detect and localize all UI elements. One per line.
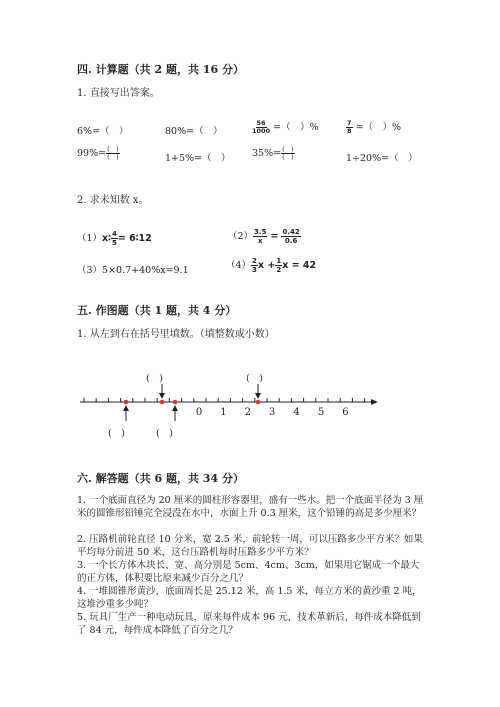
- q2-eq1: （1）x∶ $\frac{4}{5}$ = 6∶12: [77, 230, 152, 247]
- blank-bottom-right: ( ): [156, 428, 173, 439]
- q2-eq2-fraction-right: $\frac{0.42}{0.6}$: [282, 228, 300, 245]
- q2-eq3: （3）5×0.7+40%x=9.1: [77, 265, 189, 276]
- blank-bottom-left: ( ): [108, 428, 125, 439]
- q1-item-e-fraction: $\frac{( )}{( )}$: [107, 145, 119, 161]
- arrowhead-up-right: [172, 405, 178, 411]
- number-line-label: 2: [244, 407, 251, 418]
- q1-item-d: $\frac{7}{8}$ =（ ）%: [347, 119, 402, 135]
- q1-item-c-fraction: $\frac{56}{1000}$: [252, 119, 271, 135]
- problem-3: 3. 一个长方体木块长、宽、高分别是 5cm、4cm、3cm，如果用它锯成一个最大的正方体，体积要比原来减少百分之几？: [77, 560, 420, 584]
- problem-4: 4. 一堆圆锥形黄沙，底面周长是 25.12 米，高 1.5 米，每立方米的黄沙重 2 吨，这堆沙重多少吨？: [77, 586, 422, 610]
- q1-title: 1. 直接写出答案。: [77, 88, 160, 99]
- marker-point-b: [160, 400, 165, 405]
- problem-2: 2. 压路机前轮直径 10 分米，宽 2.5 米，前轮转一周，可以压路多少平方米？如果平均每分前进 50 米，这台压路机每时压路多少平方米？: [77, 534, 423, 558]
- q2-eq2: （2） $\frac{3.5}{x}$ = $\frac{0.42}{0.6}$: [228, 228, 300, 245]
- q1-item-g: 35%= $\frac{( )}{( )}$: [252, 145, 294, 161]
- q1-item-d-fraction: $\frac{7}{8}$: [347, 119, 352, 135]
- q2-eq2-fraction-left: $\frac{3.5}{x}$: [254, 228, 267, 245]
- section-5-title: 五. 作图题（共 1 题，共 4 分）: [77, 304, 237, 317]
- blank-top-left: ( ): [146, 373, 163, 384]
- number-line-label: 1: [220, 407, 227, 418]
- number-line-label: 4: [293, 407, 300, 418]
- marker-point-c: [173, 400, 178, 405]
- q2-eq4-fraction-b: $\frac{1}{2}$: [276, 257, 282, 274]
- arrowhead-down-right: [255, 393, 261, 399]
- marker-point-a: [124, 400, 129, 405]
- number-line-label: 3: [269, 407, 276, 418]
- q2-eq1-fraction: $\frac{4}{5}$: [111, 230, 117, 247]
- section-4-title: 四. 计算题（共 2 题，共 16 分）: [77, 63, 244, 76]
- number-line-arrowhead: [371, 399, 378, 405]
- q2-title: 2. 求未知数 x。: [77, 195, 149, 206]
- section-6-title: 六. 解答题（共 6 题，共 34 分）: [77, 472, 244, 485]
- problem-1: 1. 一个底面直径为 20 厘米的圆柱形容器里，盛有一些水。把一个底面半径为 3 厘米的圆锥形铅锤完全浸没在水中，水面上升 0.3 厘米，这个铅锤的高是多少厘米？: [77, 495, 424, 519]
- q1-item-b: 80%=（ ）: [165, 126, 223, 137]
- q1-item-c: $\frac{56}{1000}$ =（ ）%: [252, 119, 319, 135]
- q2-eq4-fraction-a: $\frac{2}{3}$: [252, 257, 257, 274]
- q2-eq4: （4） $\frac{2}{3}$ x + $\frac{1}{2}$ x = 42: [226, 257, 317, 274]
- q1-item-g-fraction: $\frac{( )}{( )}$: [282, 145, 294, 161]
- q1-item-a: 6%=（ ）: [77, 126, 129, 137]
- q1-item-f: 1+5%=（ ）: [165, 153, 231, 164]
- number-line-label: 6: [342, 407, 349, 418]
- drawing-title: 1. 从左到右在括号里填数。（填整数或小数）: [77, 329, 275, 340]
- blank-top-right: ( ): [246, 373, 263, 384]
- number-line-label: 0: [195, 407, 203, 418]
- problem-5: 5. 玩具厂生产一种电动玩具，原来每件成本 96 元，技术革新后，每件成本降低到了 84 元，每件成本降低了百分之几？: [77, 612, 421, 636]
- number-line-label: 5: [317, 407, 325, 418]
- q1-item-e: 99%= $\frac{( )}{( )}$: [77, 145, 119, 161]
- q1-item-h: 1÷20%=（ ）: [346, 153, 418, 164]
- marker-point-d: [256, 400, 261, 405]
- arrowhead-down-left: [159, 393, 165, 399]
- arrowhead-up-left: [123, 405, 129, 411]
